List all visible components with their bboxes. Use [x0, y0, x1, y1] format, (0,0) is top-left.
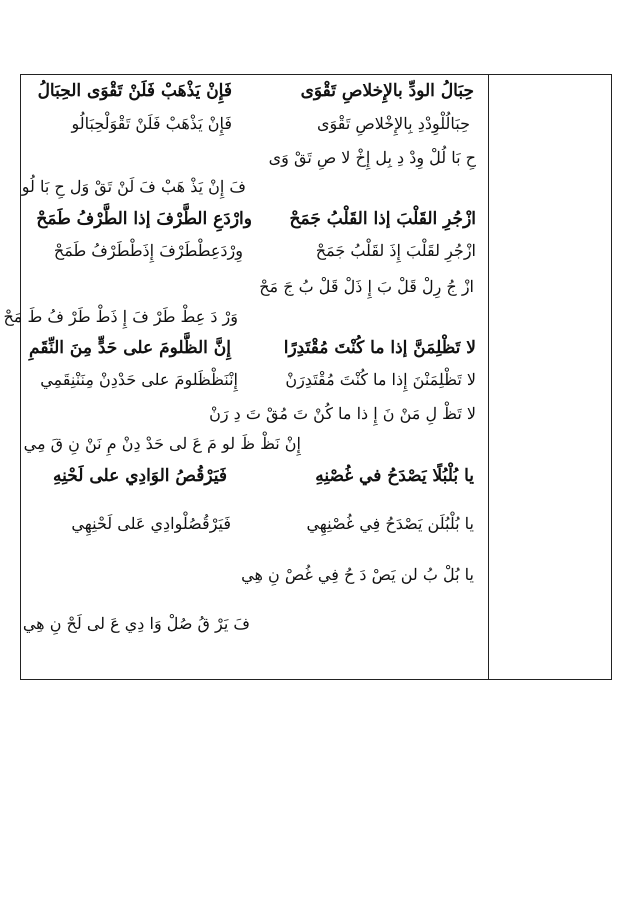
verse-2-connected-first: ازْجُرِ لقَلْبَ إِذَ لقَلْبُ جَمَحْ	[315, 241, 476, 260]
verse-3-connected-first: لا تَظْلِمَنْنَ إِذا ما كُنْتَ مُقْتَدِرَنْ	[285, 370, 476, 389]
verse-4-connected-first: يا بُلْبُلَن يَصْدَحُ فِي غُصْنِهِي	[306, 514, 474, 533]
verse-1-syllables-first: حِ بَا لُلْ وِدْ دِ بِل إِخْ لا صِ تَقْ وَى	[268, 148, 476, 167]
verse-4-syllables-second: فَ يَرْ قُ صُلْ وَا دِي عَ لى لَحْ نِ هِي	[22, 614, 250, 633]
verse-1-first-hemistich: حِبَالُ الودِّ بالإِخلاصِ تَقْوَى	[300, 81, 474, 101]
verse-1-syllables-second: فَ إِنْ يَذْ هَبْ فَ لَنْ تَقْ وَل حِ بَا لُو	[21, 177, 246, 196]
empty-side-column	[489, 75, 612, 679]
verse-3-second-hemistich: إِنَّ الظَّلومَ على حَدٍّ مِنَ النِّقَمِ	[29, 338, 231, 358]
verse-2-connected-second: وِرْدَعِطْطَرْفَ إِذَطْطَرْفُ طَمَحْ	[53, 241, 243, 260]
verse-column	[3, 75, 488, 679]
verse-3-connected-second: إِنْنَظْظَلومَ على حَدْدِنْ مِنَنْنِقَمِي	[40, 370, 238, 389]
verse-1-connected-first: حِبَالُلْوِدْدِ بِالإِخْلاصِ تَقْوَى	[316, 114, 470, 133]
verse-4-first-hemistich: يا بُلْبُلًا يَصْدَحُ في غُصْنِهِ	[315, 466, 474, 486]
verse-2-first-hemistich: ازْجُرِ القَلْبَ إذا القَلْبُ جَمَحْ	[289, 209, 476, 229]
verse-2-syllables-second: وَرْ دَ عِطْ طَرْ فَ إِ ذَطْ طَرْ فُ طَ مَحْ	[3, 307, 238, 326]
verse-2-syllables-first: ازْ جُ رِلْ قَلْ بَ إِ ذَلْ قَلْ بُ جَ مَحْ	[259, 277, 474, 296]
verse-4-second-hemistich: فَيَرْقُصُ الوَادِي على لَحْنِهِ	[53, 466, 227, 486]
verse-table	[3, 74, 612, 680]
verse-3-syllables-second: إِنْ نَظْ ظَ لو مَ عَ لى حَدْ دِنْ مِ نَنْ نِ قَ مِي	[23, 434, 301, 453]
verse-1-second-hemistich: فَإِنْ يَذْهَبْ فَلَنْ تَقْوَى الحِبَالُ	[37, 81, 232, 101]
verse-1-connected-second: فَإِنْ يَذْهَبْ فَلَنْ تَقْوَلْحِبَالُو	[71, 114, 232, 133]
verse-2-second-hemistich: وارْدَعِ الطَّرْفَ إذا الطَّرْفُ طَمَحْ	[36, 209, 252, 229]
verse-3-syllables-first: لا تَظْ لِ مَنْ نَ إِ ذا ما كُنْ تَ مُقْ تَ دِ رَنْ	[209, 404, 476, 423]
verse-3-first-hemistich: لا تَظْلِمَنَّ إذا ما كُنْتَ مُقْتَدِرًا	[283, 338, 476, 358]
verse-4-connected-second: فَيَرْقُصُلْوادِي عَلى لَحْنِهِي	[71, 514, 231, 533]
verse-4-syllables-first: يا بُلْ بُ لن يَصْ دَ حُ فِي غُصْ نِ هِي	[241, 565, 474, 584]
